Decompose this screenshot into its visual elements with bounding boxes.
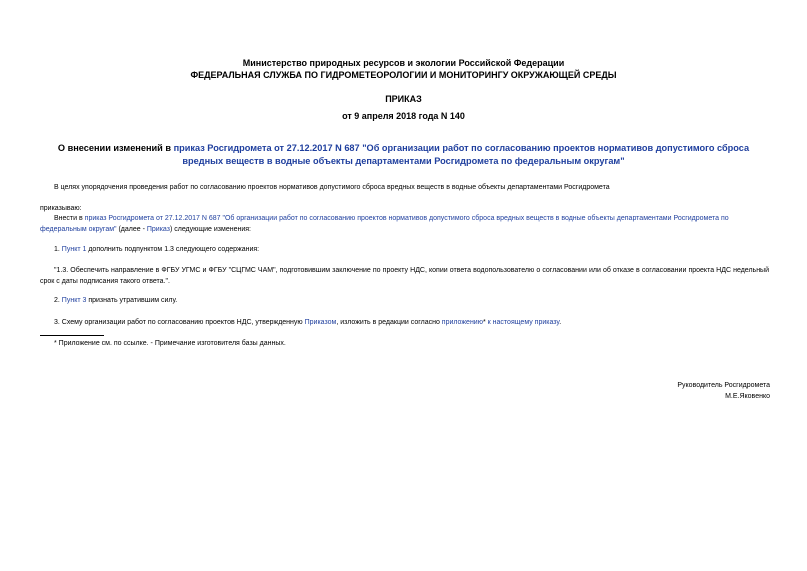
item2-prefix: 2.: [54, 297, 62, 304]
item3-footnote-mark: *: [482, 319, 486, 326]
p1-mid: (далее -: [116, 225, 147, 233]
preamble: В целях упорядочения проведения работ по согласованию проектов нормативов допустимого сброса вредных веществ в водные объекты департаментами Росгидромета: [54, 184, 610, 191]
document-title: [40, 142, 767, 167]
footnote: * Приложение см. по ссылке. - Примечание изготовителя базы данных.: [54, 340, 286, 347]
paragraph-1: [40, 214, 769, 235]
service-name: ФЕДЕРАЛЬНАЯ СЛУЖБА ПО ГИДРОМЕТЕОРОЛОГИИ И МОНИТОРИНГУ ОКРУЖАЮЩЕЙ СРЕДЫ: [190, 70, 617, 80]
title-order-link[interactable]: приказ Росгидромета от 27.12.2017 N 687 "Об организации работ по согласованию проектов нормативов допустимого сброса вредных веществ в водные объекты департаментами Росгидромета по федеральным округам": [173, 143, 750, 166]
p1-suffix: ) следующие изменения:: [169, 225, 251, 233]
p1-prefix: Внести в: [54, 215, 85, 222]
item-1-quote: "1.3. Обеспечить направление в ФГБУ УГМС и ФГБУ "СЦГМС ЧАМ", подготовившим заключение по проекту НДС, копии ответа водопользователю о согласовании или об отказе в согласовании проекта НДС недельный срок с даты подписания такого ответа.".: [40, 267, 769, 285]
signatory-name: М.Е.Яковенко: [725, 393, 770, 400]
document-date-number: от 9 апреля 2018 года N 140: [342, 111, 465, 121]
item3-appendix-link[interactable]: приложению: [441, 319, 483, 326]
item3-this-order-link[interactable]: к настоящему приказу: [485, 319, 560, 326]
item-1: [54, 245, 769, 256]
document-type: ПРИКАЗ: [385, 94, 422, 104]
item2-point-link[interactable]: Пункт 3: [61, 297, 87, 304]
item-2: [54, 296, 769, 307]
order-word: приказываю:: [40, 205, 82, 212]
ministry-name: Министерство природных ресурсов и экологии Российской Федерации: [242, 58, 565, 68]
item3-end: .: [559, 319, 562, 326]
item1-suffix: дополнить подпунктом 1.3 следующего содержания:: [86, 246, 260, 253]
p1-order-short-link[interactable]: Приказ: [146, 225, 170, 233]
signatory-position: Руководитель Росгидромета: [677, 382, 770, 389]
item2-suffix: признать утратившим силу.: [86, 297, 178, 304]
item3-prefix: 3. Схему организации работ по согласованию проектов НДС, утвержденную: [54, 319, 305, 326]
p1-order-link[interactable]: приказ Росгидромета от 27.12.2017 N 687 "Об организации работ по согласованию проектов нормативов допустимого сброса вредных веществ в водные объекты департаментами Росгидромета по федеральным округам": [40, 215, 729, 233]
item3-order-link[interactable]: Приказом: [304, 319, 337, 326]
item1-point-link[interactable]: Пункт 1: [61, 246, 87, 253]
item-3: [54, 318, 769, 329]
item1-prefix: 1.: [54, 246, 62, 253]
title-prefix: О внесении изменений в: [57, 143, 174, 153]
item3-mid: , изложить в редакции согласно: [336, 319, 442, 326]
footnote-divider: [40, 335, 104, 336]
